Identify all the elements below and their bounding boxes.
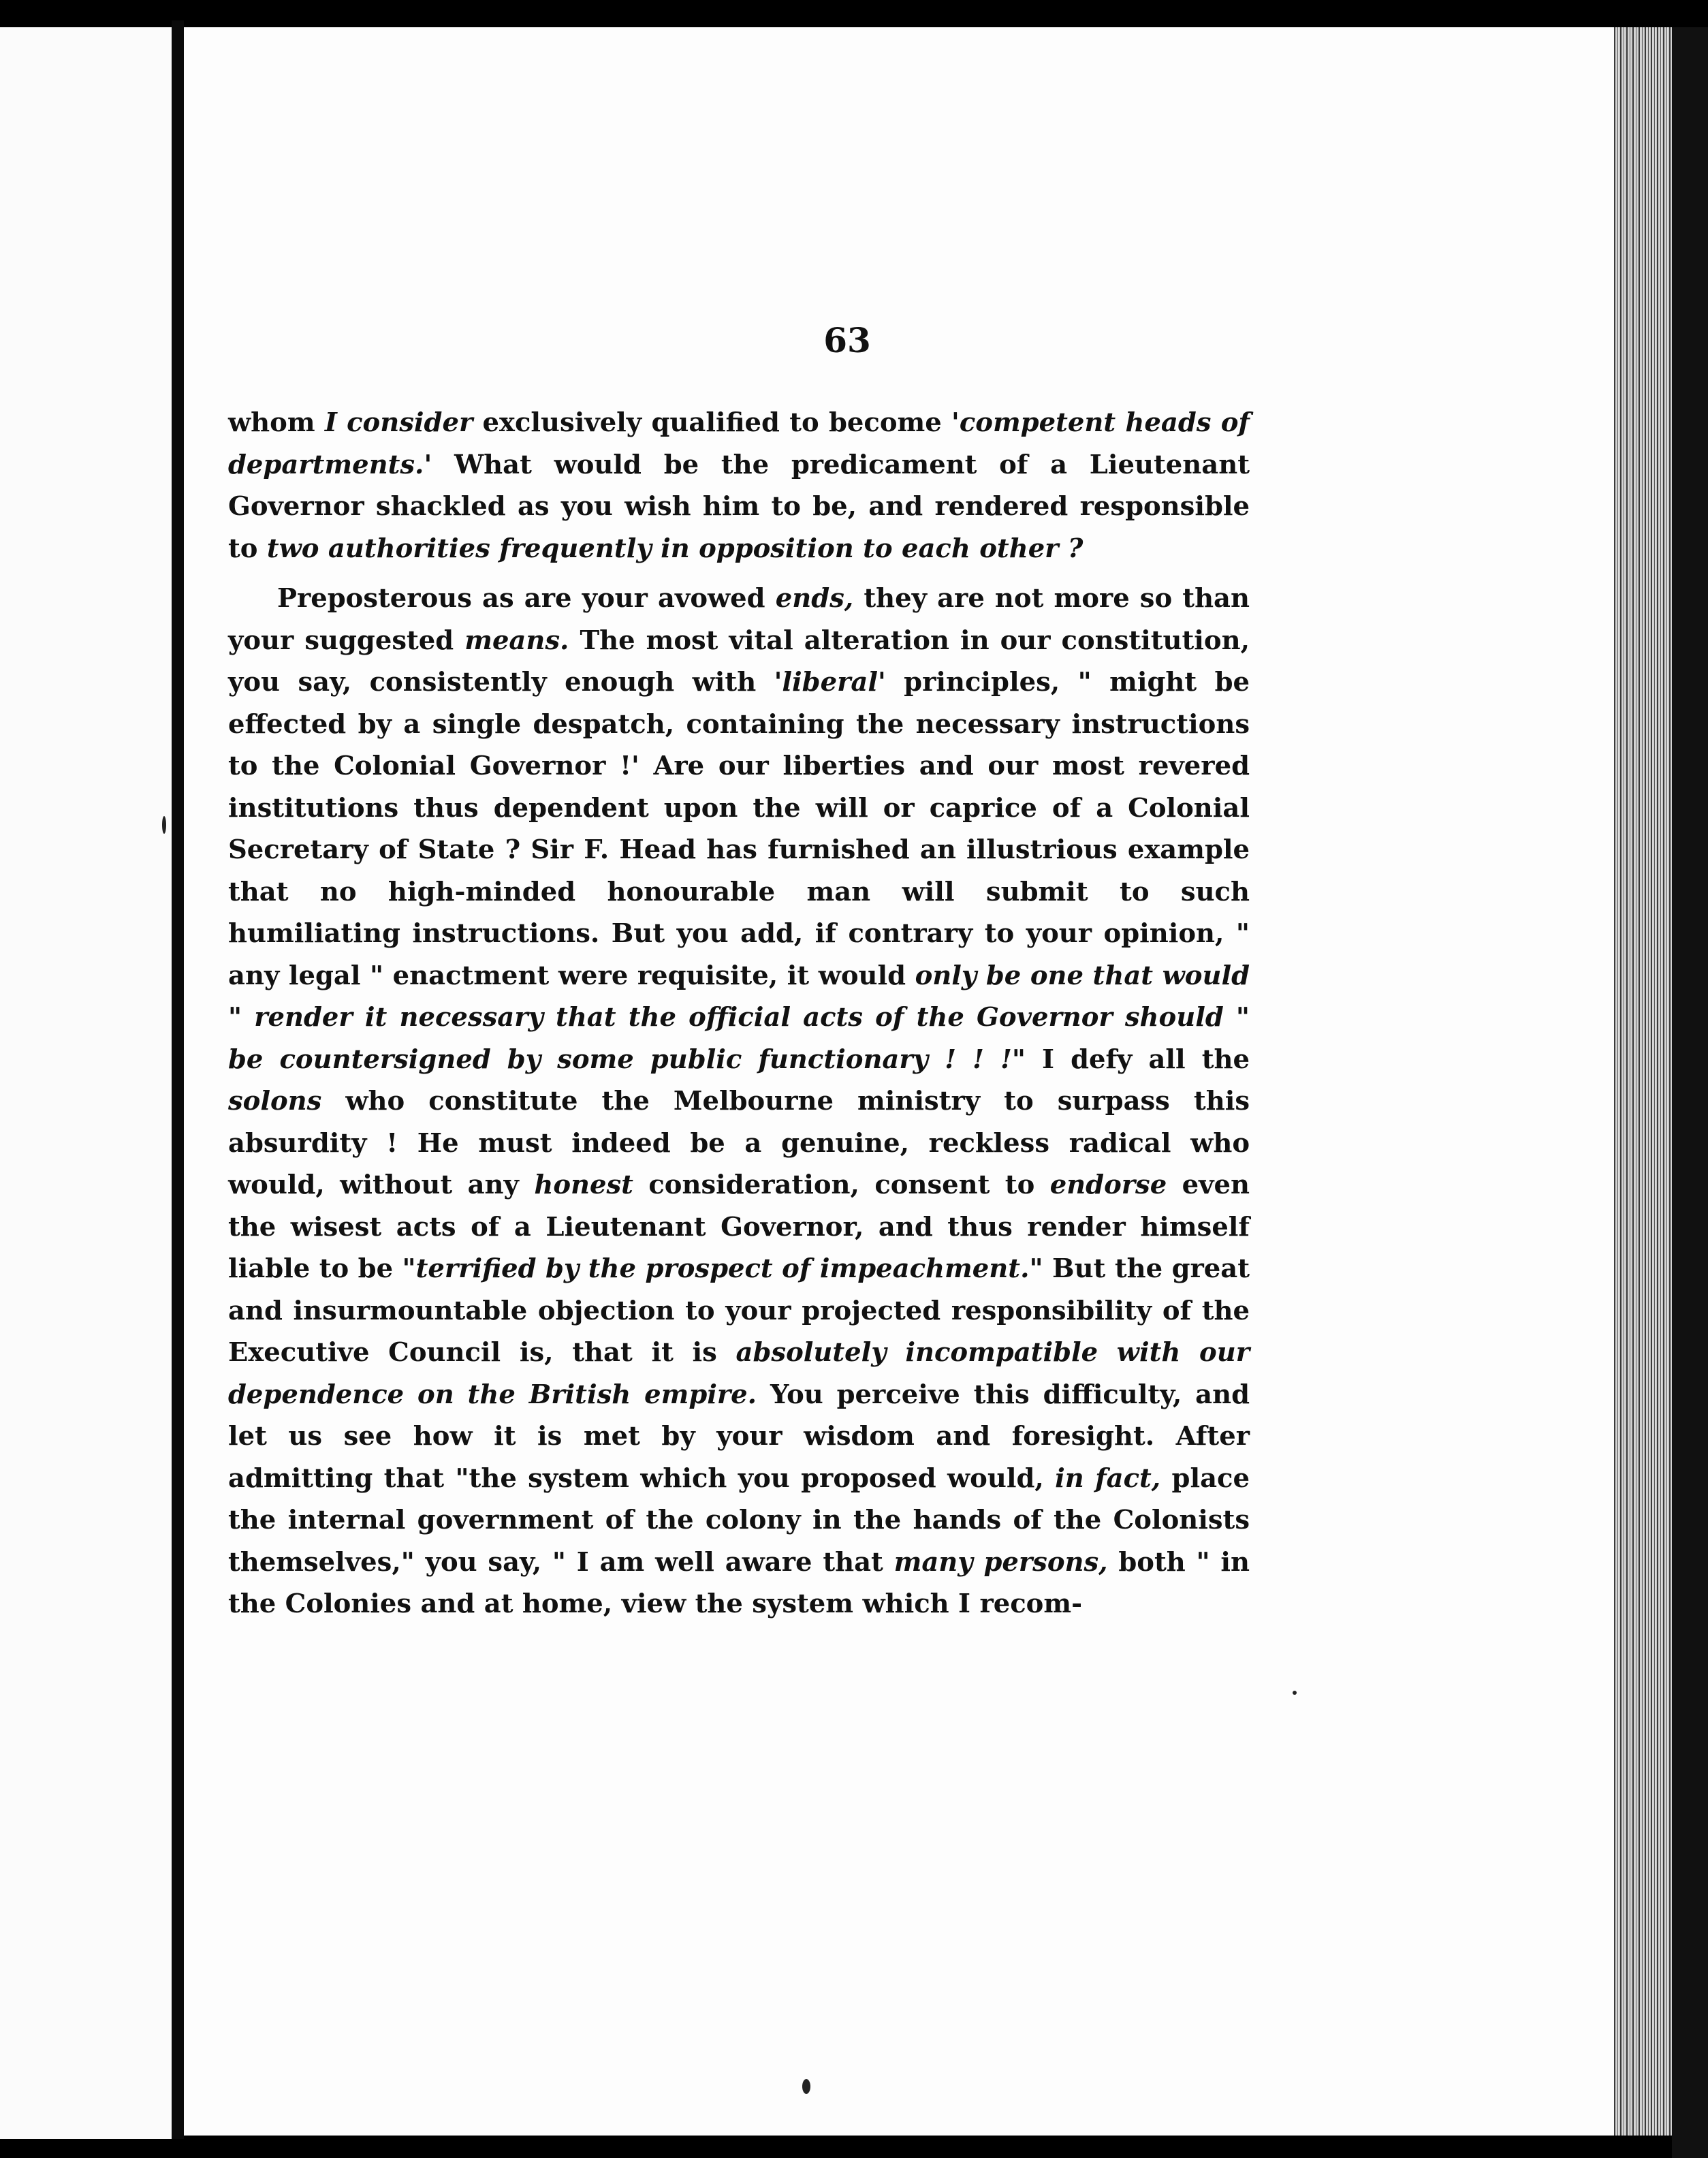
italic-text: ends, <box>775 583 854 614</box>
text-run: Preposterous as are your avowed <box>277 583 776 614</box>
italic-text: only be one that would " render it necessary that the official acts of the Governor should " be countersigned by some public functionary ! ! ! <box>228 960 1250 1075</box>
italic-text: honest <box>534 1170 633 1200</box>
text-run: consideration, consent to <box>633 1170 1050 1200</box>
italic-text: terrified by the prospect of impeachment. <box>415 1253 1030 1284</box>
paragraph <box>228 402 1250 569</box>
text-run: even the wisest acts of a Lieutenant Governor, and thus render himself liable to be " <box>228 1170 1250 1284</box>
italic-text: means. <box>464 625 569 656</box>
text-run: You perceive this difficulty, and let us see how it is met by your wisdom and foresight. After admitting that "the system which you proposed would, <box>228 1379 1250 1494</box>
text-run: The most vital alteration in our constitution, you say, consistently enough with ' <box>228 625 1250 698</box>
text-run: " But the great and insurmountable objection to your projected responsibility of the Executive Council is, that it is <box>228 1253 1250 1368</box>
scan-speck <box>802 2079 810 2094</box>
italic-text: solons <box>228 1086 322 1116</box>
italic-text: liberal <box>782 667 878 698</box>
body-text <box>228 402 1250 1625</box>
italic-text: absolutely incompatible with our dependence on the British empire. <box>228 1337 1250 1410</box>
text-run: they are not more so than your suggested <box>228 583 1250 656</box>
paragraph <box>228 578 1250 1625</box>
italic-text: endorse <box>1049 1170 1167 1200</box>
text-run: ' What would be the predicament of a Lieutenant Governor shackled as you wish him to be, and rendered responsible to <box>228 449 1250 564</box>
text-run: ' principles, " might be effected by a single despatch, containing the necessary instructions to the Colonial Governor !' Are our liberties and our most revered institutions thus dependent upon the will or caprice of a Colonial Secretary of State ? Sir F. Head has furnished an illustrious example that no high-minded honourable man will submit to such humiliating instructions. But you add, if contrary to your opinion, " any legal " enactment were requisite, it would <box>228 667 1250 991</box>
italic-text: two authorities frequently in opposition to each other ? <box>266 533 1084 564</box>
italic-text: I consider <box>324 407 473 438</box>
text-run: both " in the Colonies and at home, view the system which I recom- <box>228 1546 1250 1619</box>
scan-speck <box>162 816 166 834</box>
text-run: " I defy all the <box>1011 1044 1250 1075</box>
text-run: place the internal government of the colony in the hands of the Colonists themselves," you say, " I am well aware that <box>228 1463 1250 1578</box>
scan-speck <box>1293 1691 1297 1695</box>
italic-text: competent heads of departments. <box>228 407 1250 480</box>
page-number: 63 <box>823 320 871 360</box>
text-run: who constitute the Melbourne ministry to surpass this absurdity ! He must indeed be a genuine, reckless radical who would, without any <box>228 1086 1250 1200</box>
italic-text: in fact, <box>1055 1463 1161 1494</box>
italic-text: many persons, <box>893 1546 1108 1578</box>
text-run: exclusively qualified to become ' <box>473 407 960 438</box>
text-run: whom <box>228 407 325 438</box>
